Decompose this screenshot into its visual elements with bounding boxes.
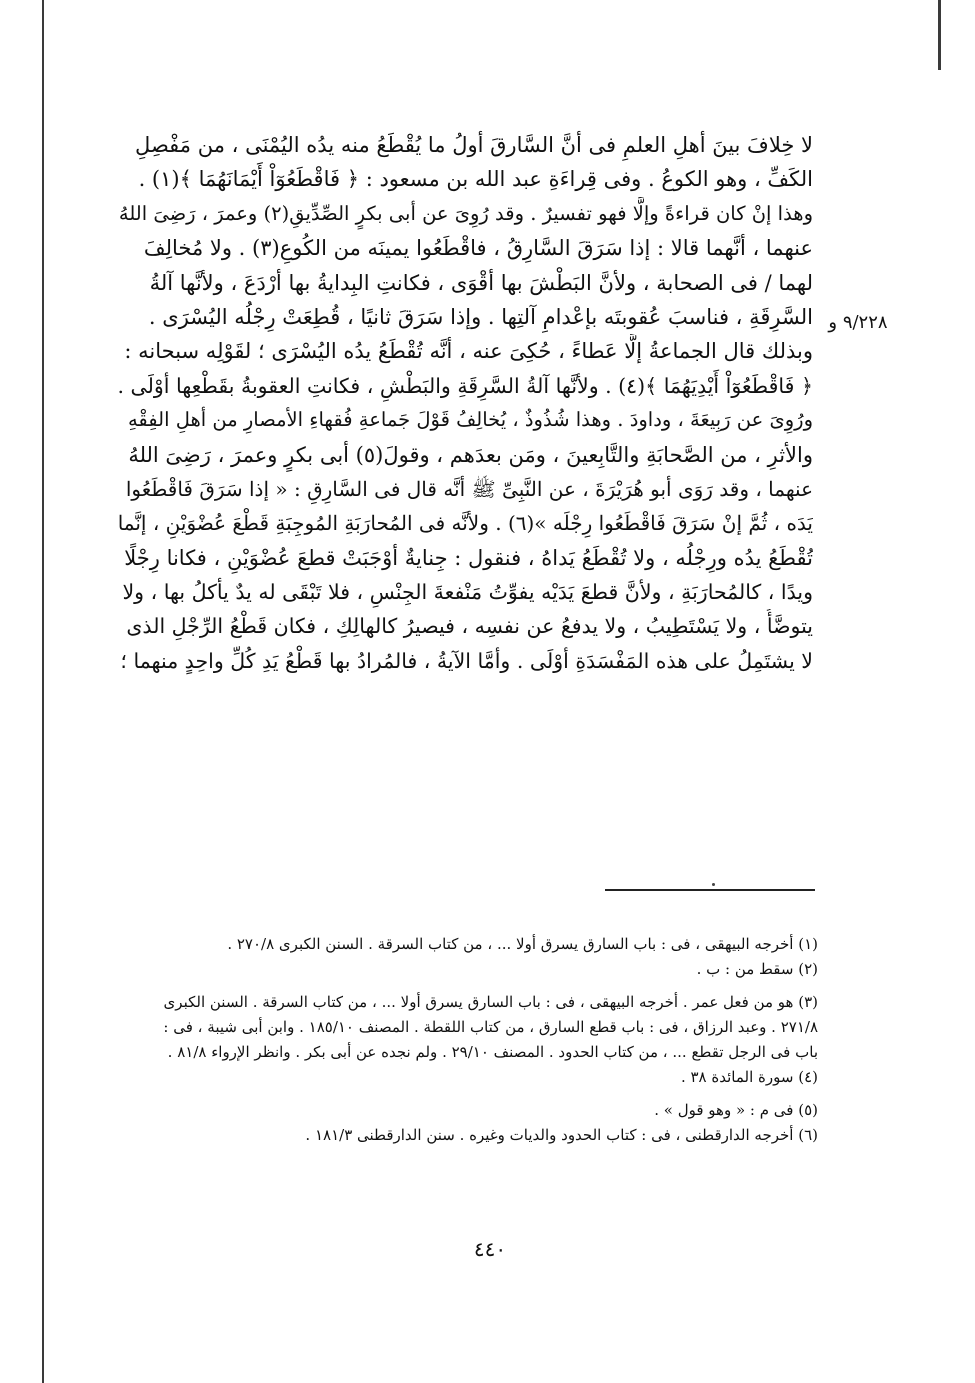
footnote: (٦) أخرجه الدارقطنى ، فى : كتاب الحدود والديات وغيره . سنن الدارقطنى ١٨١/٣ . (305, 1126, 818, 1144)
text-line: يتوضَّأُ ، ولا يَسْتَطِيبُ ، ولا يدفعُ عن نفسِه ، فيصيرُ كالهالِكِ ، فكان قَطْعُ الرِّجْلِ الذى (126, 614, 813, 639)
text-line: تُقْطَعُ يدُه ورِجْلُه ، ولا تُقْطَعُ يَداهُ ، فنقول : جِنايةٌ أوْجَبَتْ قطعَ عُضْوَيْنِ ، فكانا رِجْلًا (124, 545, 813, 570)
page-number: ٤٤٠ (473, 1237, 507, 1261)
footnote: (٣) هو من فعل عمر . أخرجه البيهقى ، فى : باب السارق يسرق أولا ... ، من كتاب السرقة . السنن الكبرى (163, 993, 818, 1011)
text-line: يَدَه ، ثُمَّ إنْ سَرَقَ فَاقْطَعُوا رِجْلَه »(٦) . ولأنَّه فى المُحارَبَةِ المُوجِبَةِ قَطْعَ عُضْوَيْنِ ، إنَّما (118, 511, 813, 536)
text-line: عنهما ، أنَّهما قالا : إذا سَرَقَ السَّارِقُ ، فاقْطَعُوا يمينَه من الكُوعِ(٣) . ولا مُخالِفَ (143, 236, 813, 261)
footnote: (٢) سقط من : ب . (696, 960, 818, 978)
text-line: ورُوِىَ عن رَبِيعَةَ ، وداودَ . وهذا شُذُوذٌ ، يُخالِفُ قَوْلَ جَماعةِ فُقهاءِ الأمصارِ من أهلِ الفِقْهِ (127, 408, 813, 432)
footnote: (٥) فى م : « وهو قول » . (654, 1101, 818, 1119)
text-line: ﴿ فَاقْطَعُوٓاْ أَيْدِيَهُمَا ﴾(٤) . ولأنَّها آلةُ السَّرِقَةِ والبَطْشِ ، فكانتِ العقوبةُ بقَطْعِها أوْلَى . (118, 373, 813, 398)
text-line: عنهما ، وقد رَوَى أبو هُرَيْرَةَ ، عن النَّبِىِّ ﷺ أنَّه قال فى السَّارِقِ : « إذا سَرَقَ فَاقْطَعُوا (125, 476, 813, 501)
text-line: والأثرِ ، من الصَّحابَةِ والتَّابِعينَ ، ومَن بعدَهم ، وقولَ(٥) أبى بكرٍ وعمرَ ، رَضِىَ اللهُ (128, 442, 813, 467)
main-text (118, 128, 813, 678)
footnote-separator (605, 889, 815, 891)
text-line: لهما / فى الصحابة ، ولأنَّ البَطْشَ بها أقْوَى ، فكانتِ البِدايةُ بها أرْدَعَ ، ولأنَّها آلةُ (149, 270, 813, 295)
text-line: لا خِلافَ بينَ أهلِ العلمِ فى أنَّ السَّارقَ أولُ ما يُقْطَعُ منه يدُه اليُمْنَى ، من مَفْصِلِ (135, 133, 813, 157)
footnote-continuation: باب فى الرجل تقطع ... ، من كتاب الحدود . المصنف ٢٩/١٠ . ولم نجده عن أبى بكر . وانظر الإرواء ٨١/٨ . (167, 1043, 818, 1061)
footnote: (١) أخرجه البيهقى ، فى : باب السارق يسرق أولا ... ، من كتاب السرقة . السنن الكبرى ٢٧٠/٨ . (227, 935, 818, 953)
text-line: وهذا إنْ كان قراءةً وإلَّا فهو تفسيرٌ . وقد رُوِىَ عن أبى بكرٍ الصِّدِّيقِ(٢) وعمرَ ، رَضِىَ اللهُ (118, 201, 813, 225)
footnote-continuation: ٢٧١/٨ . وعبد الرزاق ، فى : باب قطع السارق ، من كتاب اللقطة . المصنف ١٨٥/١٠ . وابن أبى شيبة ، فى : (163, 1018, 818, 1036)
text-line: الكَفِّ ، وهو الكوعُ . وفى قِراءَةِ عبد الله بن مسعود : ﴿ فَاقْطَعُوٓاْ أَيْمَانَهُمَا ﴾(١) . (138, 167, 813, 192)
text-line: وبذلك قال الجماعةُ إلَّا عَطاءً ، حُكِىَ عنه ، أنَّه تُقْطَعُ يدُه اليُسْرَى ؛ لقَوْلِه سبحانه : (124, 339, 813, 364)
footnote: (٤) سورة المائدة ٣٨ . (680, 1068, 818, 1086)
text-line: ويدًا ، كالمُحارَبَةِ ، ولأنَّ قطعَ يَدَيْه يفوِّتُ مَنْفعةَ الجِنْسِ ، فلا تَبْقَى له يدٌ يأكلُ بها ، ولا (122, 580, 813, 605)
scan-speck (712, 883, 715, 886)
margin-note: ٩/٢٢٨ و (828, 312, 888, 333)
footnotes (150, 932, 818, 1148)
text-line: السَّرِقَةِ ، فناسبَ عُقوبتَه بإعْدامِ آلتِها . وإذا سَرَقَ ثانيًا ، قُطِعَتْ رِجْلُه اليُسْرَى . (148, 304, 813, 329)
scan-right-edge (938, 0, 941, 70)
scan-left-edge (42, 0, 44, 1383)
text-line: لا يشتَمِلُ على هذه المَفْسَدَةِ أوْلَى . وأمَّا الآيةُ ، فالمُرادُ بها قَطْعُ يَدِ كُلِّ واحِدٍ منهما ؛ (120, 648, 813, 673)
